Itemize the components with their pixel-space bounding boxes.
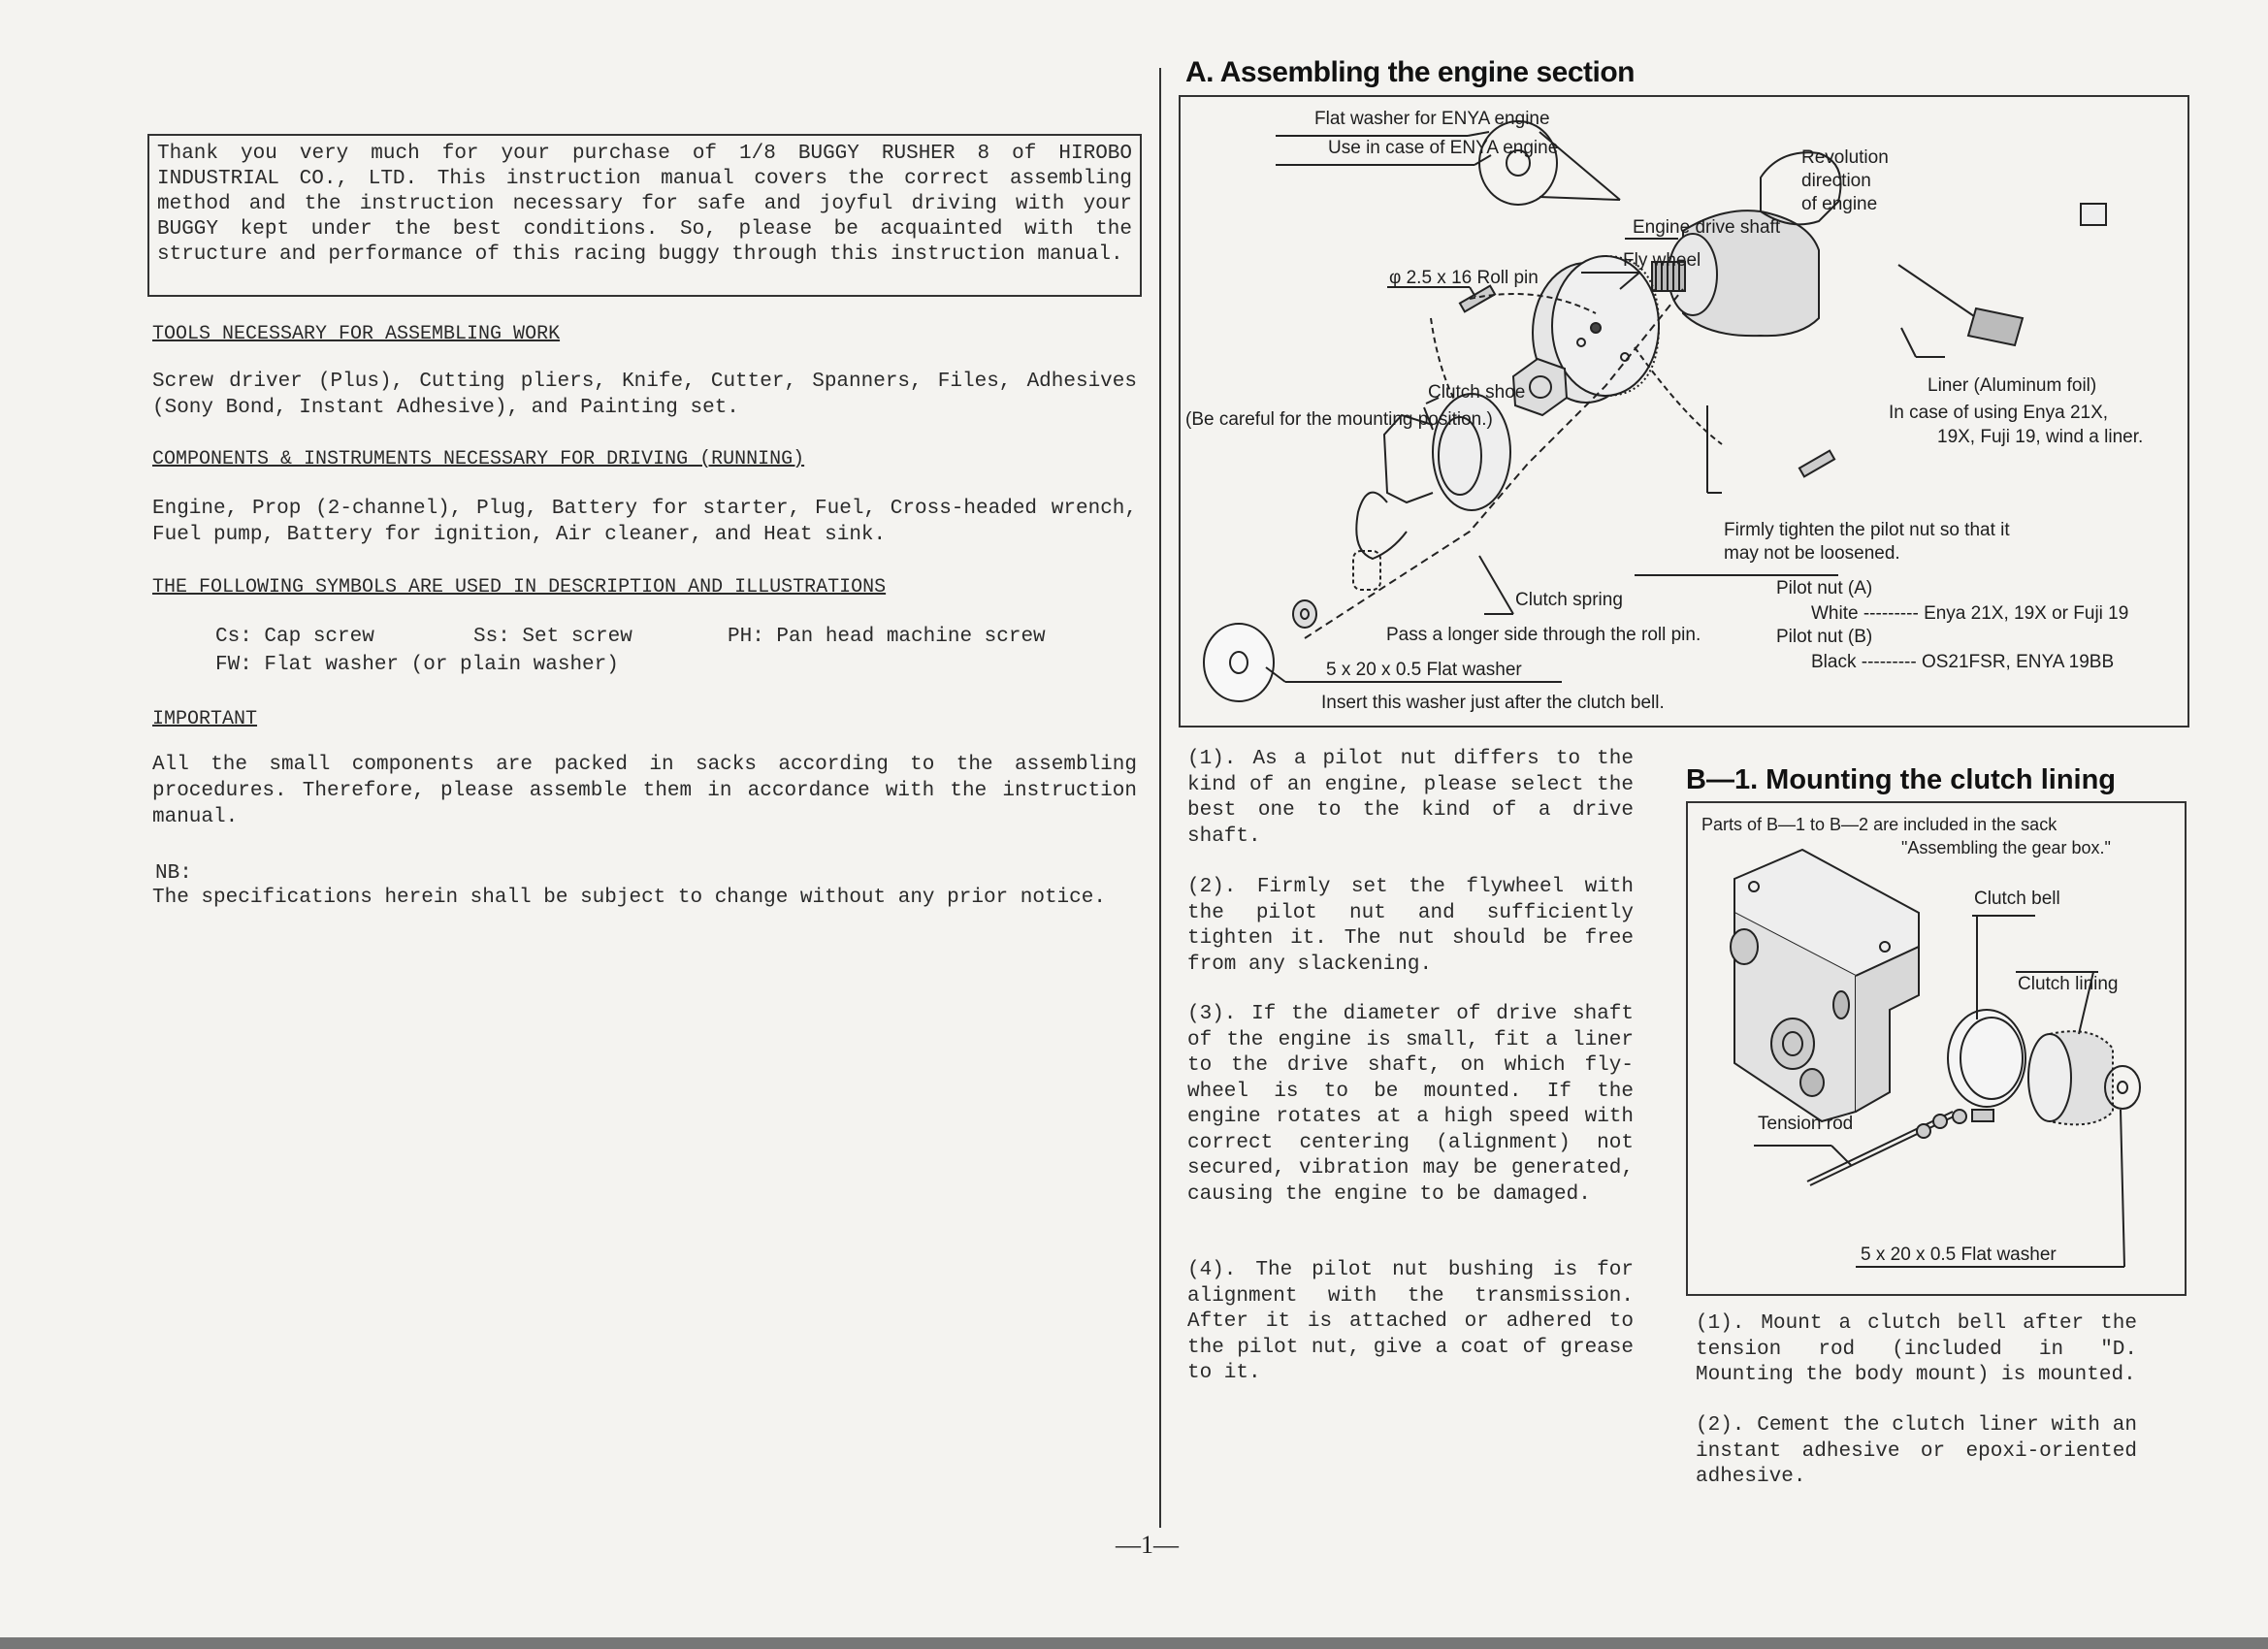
label-clutch-bell: Clutch bell [1974, 889, 2060, 909]
clutch-lining-diagram [1686, 801, 2187, 1296]
label-pilot-nut-b-black: Black --------- OS21FSR, ENYA 19BB [1811, 652, 2115, 672]
flat-washer-shape [1204, 624, 1274, 701]
small-washer-shape [1293, 600, 1316, 628]
label-liner: Liner (Aluminum foil) [1928, 375, 2097, 396]
label-of-engine: of engine [1801, 194, 1878, 214]
section-a-note-2: (2). Firmly set the flywheel with the pilot nut and sufficiently tighten it. The nut should be free from any slackening. [1187, 876, 1634, 976]
section-a-diagram-box [1179, 95, 2189, 728]
section-b1-diagram-box [1686, 801, 2187, 1296]
label-fly-wheel: Fly wheel [1623, 250, 1701, 271]
components-text: Engine, Prop (2-channel), Plug, Battery for starter, Fuel, Cross-headed wrench, Fuel pump, Battery for ignition, Air cleaner, and Heat sink. [152, 498, 1137, 546]
section-a-note-3: (3). If the diameter of drive shaft of the engine is small, fit a liner to the drive shaft, on which fly-wheel is to be mounted. If the engine rotates at a high speed with correct centering (alignment) not secured, vibration may be generated, causing the engine to be damaged. [1187, 1003, 1634, 1206]
tools-text: Screw driver (Plus), Cutting pliers, Knife, Cutter, Spanners, Files, Adhesives (Sony Bond, Instant Adhesive), and Painting set. [152, 371, 1137, 419]
section-a-title: A. Assembling the engine section [1185, 56, 1635, 88]
tools-heading: TOOLS NECESSARY FOR ASSEMBLING WORK [152, 323, 561, 345]
scan-edge-bar [0, 1637, 2268, 1649]
symbol-fw: FW: Flat washer (or plain washer) [215, 654, 619, 676]
enya-washer-shape [1479, 121, 1557, 205]
intro-box: Thank you very much for your purchase of 1/8 BUGGY RUSHER 8 of HIROBO INDUSTRIAL CO., LTD. This instruction manual covers the correct assembling method and the instruction necessary for safe and joyful driving with your BUGGY kept under the best conditions. So, please be acquainted with the structure and performance of this racing buggy through this instruction manual. [147, 134, 1142, 297]
page-number: —1— [1116, 1531, 1179, 1559]
label-use-enya: Use in case of ENYA engine [1328, 138, 1559, 158]
symbol-ph: PH: Pan head machine screw [728, 626, 1046, 648]
label-flat-washer: 5 x 20 x 0.5 Flat washer [1326, 660, 1522, 680]
roll-pin-bottom-shape [1799, 451, 1834, 477]
components-heading: COMPONENTS & INSTRUMENTS NECESSARY FOR DRIVING (RUNNING) [152, 448, 805, 470]
section-a-note-1: (1). As a pilot nut differs to the kind of an engine, please select the best one to the kind of a drive shaft. [1187, 748, 1634, 848]
label-revolution: Revolution [1801, 147, 1889, 168]
section-a-note-4: (4). The pilot nut bushing is for alignment with the transmission. After it is attached or adhered to the pilot nut, give a coat of grease to it. [1187, 1259, 1634, 1384]
label-tension-rod: Tension rod [1758, 1114, 1854, 1134]
label-engine-drive-shaft: Engine drive shaft [1633, 217, 1781, 238]
label-clutch-lining: Clutch lining [2018, 974, 2119, 994]
label-pilot-nut-a-white: White --------- Enya 21X, 19X or Fuji 19 [1811, 603, 2129, 624]
column-divider [1159, 68, 1161, 1528]
nb-label: NB: [155, 862, 192, 885]
symbol-ss: Ss: Set screw [473, 626, 632, 648]
section-b1-note-2: (2). Cement the clutch liner with an instant adhesive or epoxi-oriented adhesive. [1696, 1414, 2137, 1488]
nb-text: The specifications herein shall be subject to change without any prior notice. [152, 887, 1106, 909]
section-b1-note-1: (1). Mount a clutch bell after the tension rod (included in "D. Mounting the body mount) is mounted. [1696, 1312, 2137, 1386]
label-liner-note-2: 19X, Fuji 19, wind a liner. [1937, 427, 2144, 447]
label-tighten-2: may not be loosened. [1724, 543, 1900, 564]
liner-foil-shape [1968, 308, 2023, 345]
label-pilot-nut-b: Pilot nut (B) [1776, 627, 1873, 647]
important-text: All the small components are packed in sacks according to the assembling procedures. Therefore, please assemble them in accordance with the instruction manual. [152, 754, 1137, 828]
label-flat-washer-enya: Flat washer for ENYA engine [1314, 109, 1550, 129]
label-insert-washer: Insert this washer just after the clutch bell. [1321, 693, 1665, 713]
section-b1-title: B—1. Mounting the clutch lining [1686, 764, 2117, 795]
clutch-spring-shape [1356, 493, 1407, 559]
label-parts-2: "Assembling the gear box." [1901, 838, 2111, 857]
label-direction: direction [1801, 171, 1871, 191]
label-b1-flat-washer: 5 x 20 x 0.5 Flat washer [1861, 1245, 2057, 1265]
label-tighten-1: Firmly tighten the pilot nut so that it [1724, 520, 2010, 540]
label-parts-1: Parts of B—1 to B—2 are included in the sack [1701, 815, 2057, 834]
label-liner-note-1: In case of using Enya 21X, [1889, 403, 2109, 423]
important-heading: IMPORTANT [152, 708, 258, 730]
symbols-heading: THE FOLLOWING SYMBOLS ARE USED IN DESCRIPTION AND ILLUSTRATIONS [152, 576, 887, 598]
label-careful: (Be careful for the mounting position.) [1185, 409, 1493, 430]
symbol-cs: Cs: Cap screw [215, 626, 374, 648]
label-clutch-shoe: Clutch shoe [1428, 382, 1526, 403]
roll-pin-top-shape [1460, 286, 1495, 312]
label-clutch-spring: Clutch spring [1515, 590, 1623, 610]
label-pass-longer: Pass a longer side through the roll pin. [1386, 625, 1701, 645]
label-pilot-nut-a: Pilot nut (A) [1776, 578, 1873, 598]
label-roll-pin: φ 2.5 x 16 Roll pin [1389, 268, 1539, 288]
